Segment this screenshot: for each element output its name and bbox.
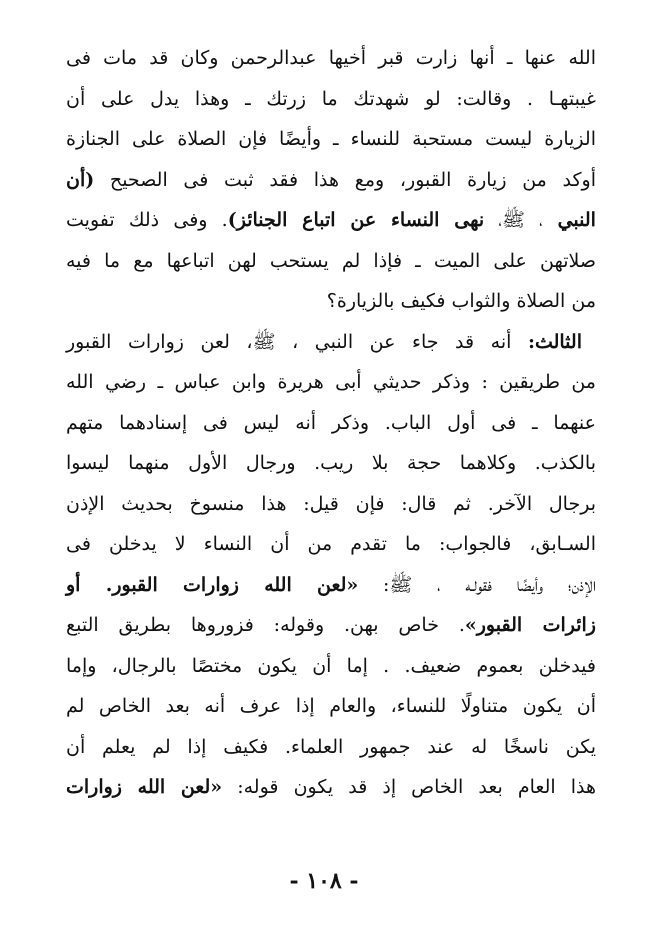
text-line <box>66 160 596 201</box>
text-segment: السـابق، فالجواب: ما تقدم من أن النساء لا يدخلن فى <box>66 533 596 555</box>
text-segment: أوكد من زيارة القبور، ومع هذا فقد ثبت فى الصحيح <box>94 168 596 191</box>
text-segment: ، ﷺ، <box>484 209 543 231</box>
text-segment: أن يكون متناولًا للنساء، والعام إذا عرف أنه بعد الخاص لم <box>66 695 596 717</box>
text-segment: الزيارة ليست مستحبة للنساء ـ وأيضًا فإن الصلاة على الجنازة <box>66 128 596 150</box>
text-line <box>66 524 596 565</box>
text-segment: عنهما ـ فى أول الباب. وذكر أنه ليس فى إسنادهما متهم <box>66 411 596 434</box>
text-line <box>66 281 596 322</box>
text-line <box>66 605 596 646</box>
text-line <box>66 119 596 160</box>
text-line <box>66 362 596 403</box>
text-line <box>66 646 596 687</box>
text-line <box>66 322 596 363</box>
text-segment: بالكذب. وكلاهما حجة بلا ريب. ورجال الأول منهما ليسوا <box>66 452 596 474</box>
text-line <box>66 484 596 525</box>
text-segment: من طريقين : وذكر حديثي أبى هريرة وابن عباس ـ رضي الله <box>66 371 596 393</box>
text-line <box>66 403 596 444</box>
text-line <box>66 767 596 808</box>
bold-text-segment: «لعن الله زوارات القبور. أو <box>66 573 359 596</box>
text-line <box>66 200 596 241</box>
text-line <box>66 565 596 606</box>
bold-text-segment: زائرات القبور» <box>464 614 596 636</box>
text-segment: يكن ناسخًا له عند جمهور العلماء. فكيف إذا لم يعلم أن <box>66 735 596 758</box>
bold-text-segment: نهى النساء عن اتباع الجنائز) <box>227 209 485 231</box>
bold-text-segment: «لعن الله زوارات <box>66 776 223 798</box>
text-line <box>66 38 596 79</box>
text-segment: غيبتهـا . وقالت: لو شهدتك ما زرتك ـ وهذا يدل على أن <box>66 87 596 110</box>
text-line <box>66 727 596 768</box>
text-segment: أنه قد جاء عن النبي ، ﷺ، لعن زوارات القبور <box>66 330 528 353</box>
bold-text-segment: النبي <box>542 209 596 231</box>
text-segment: . وفى ذلك تفويت <box>66 209 228 231</box>
text-segment: فيدخلن بعموم ضعيف. . إما أن يكون مختصًا بالرجال، وإما <box>66 654 596 677</box>
text-line <box>66 241 596 282</box>
bold-text-segment: الثالث: <box>527 330 582 353</box>
text-segment: الله عنها ـ أنها زارت قبر أخيها عبدالرحمن وكان قد مات فى <box>66 47 596 69</box>
text-segment: من الصلاة والثواب فكيف بالزيارة؟ <box>326 290 596 312</box>
text-segment: . خاص بهن. وقوله: فزوروها بطريق التبع <box>66 614 465 636</box>
text-line <box>66 443 596 484</box>
text-segment: الإذن؛ وأيضًا فقولـه ، ﷺ: <box>358 573 596 596</box>
text-line <box>66 686 596 727</box>
text-segment: هذا العام بعد الخاص إذ قد يكون قوله: <box>222 776 597 798</box>
text-segment: برجال الآخر. ثم قال: فإن قيل: هذا منسوخ بحديث الإذن <box>66 492 596 515</box>
bold-text-segment: (أن <box>66 168 95 191</box>
page-number: - ١٠٨ - <box>289 868 359 894</box>
text-segment: صلاتهن على الميت ـ فإذا لم يستحب لهن اتباعها مع ما فيه <box>66 249 596 272</box>
body-text <box>66 38 596 808</box>
text-line <box>66 79 596 120</box>
